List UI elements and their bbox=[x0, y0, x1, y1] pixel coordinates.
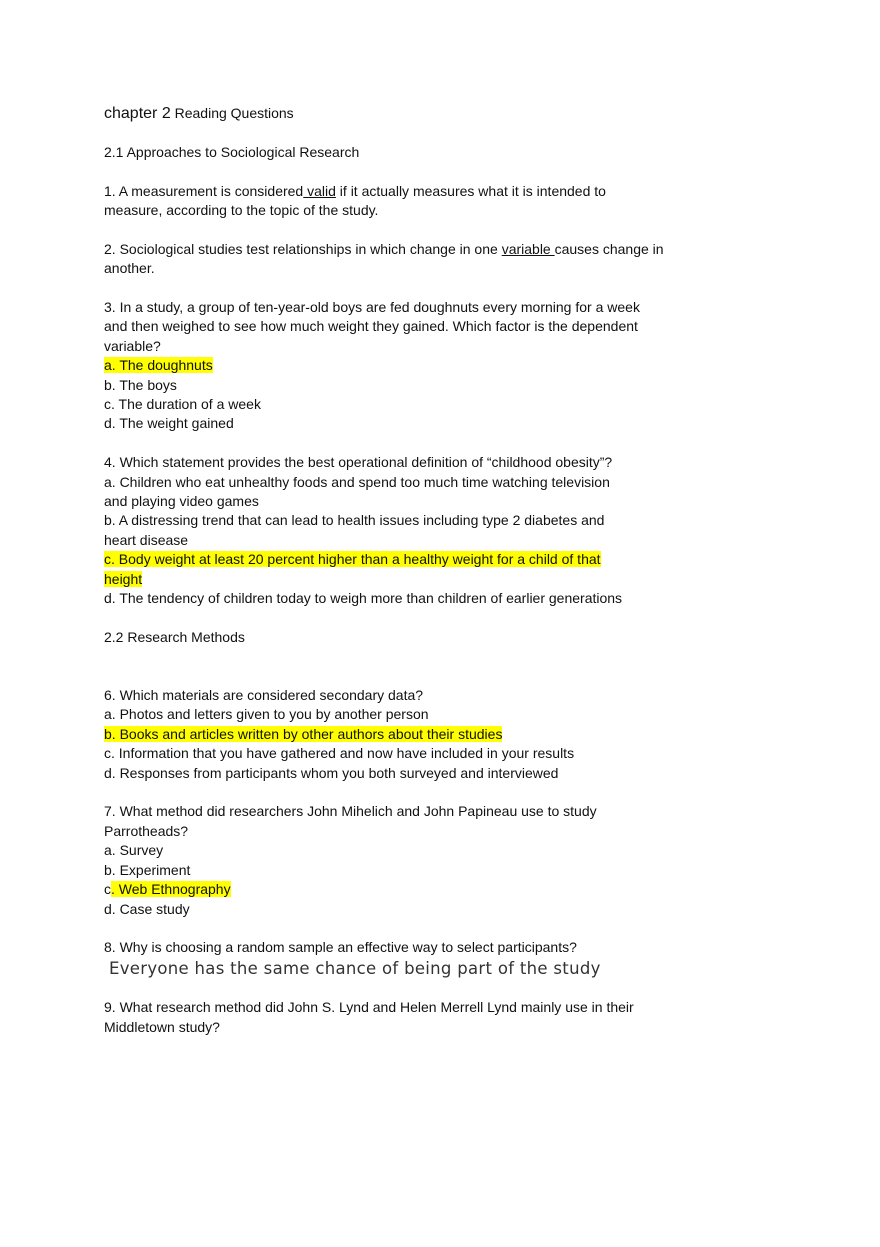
question-3-option-d: d. The weight gained bbox=[104, 415, 234, 432]
question-3-line3: variable? bbox=[104, 337, 161, 354]
question-2: 2. Sociological studies test relationships in which change in one variable causes change in bbox=[104, 240, 664, 257]
question-3-option-b: b. The boys bbox=[104, 376, 177, 393]
question-4-option-c: c. Body weight at least 20 percent higher than a healthy weight for a child of that bbox=[104, 551, 601, 568]
question-7-option-c: c. Web Ethnography bbox=[104, 881, 231, 898]
question-4-option-b: b. A distressing trend that can lead to health issues including type 2 diabetes and bbox=[104, 512, 605, 529]
question-4-option-a-line2: and playing video games bbox=[104, 493, 259, 510]
document-page bbox=[104, 104, 704, 1037]
question-7-option-a: a. Survey bbox=[104, 842, 164, 859]
question-8: 8. Why is choosing a random sample an effective way to select participants? bbox=[104, 939, 577, 956]
answer-valid: valid bbox=[303, 182, 336, 199]
question-7: 7. What method did researchers John Mihelich and John Papineau use to study bbox=[104, 803, 597, 820]
question-6-option-d: d. Responses from participants whom you both surveyed and interviewed bbox=[104, 764, 559, 781]
question-4-option-c-line2: height bbox=[104, 570, 143, 587]
title-rest: Reading Questions bbox=[170, 105, 294, 121]
question-6-option-a: a. Photos and letters given to you by another person bbox=[104, 706, 429, 723]
question-7-option-b: b. Experiment bbox=[104, 861, 191, 878]
question-6-option-c: c. Information that you have gathered and now have included in your results bbox=[104, 745, 575, 762]
title-chapter: chapter 2 bbox=[104, 105, 171, 122]
question-3-option-c: c. The duration of a week bbox=[104, 396, 261, 413]
section-heading-1: 2.1 Approaches to Sociological Research bbox=[104, 143, 360, 160]
question-8-answer: Everyone has the same chance of being part of the study bbox=[109, 958, 601, 978]
question-3-option-a: a. The doughnuts bbox=[104, 357, 213, 374]
question-3-line2: and then weighed to see how much weight they gained. Which factor is the dependent bbox=[104, 318, 638, 335]
document-title bbox=[104, 104, 704, 123]
question-9-line2: Middletown study? bbox=[104, 1018, 220, 1035]
question-4-option-d: d. The tendency of children today to weigh more than children of earlier generations bbox=[104, 590, 623, 607]
answer-web-ethnography: . Web Ethnography bbox=[111, 881, 231, 898]
question-7-line2: Parrotheads? bbox=[104, 822, 189, 839]
question-4-option-a: a. Children who eat unhealthy foods and spend too much time watching television bbox=[104, 473, 610, 490]
question-4: 4. Which statement provides the best operational definition of “childhood obesity”? bbox=[104, 454, 613, 471]
question-4-option-b-line2: heart disease bbox=[104, 531, 189, 548]
question-6: 6. Which materials are considered secondary data? bbox=[104, 687, 424, 704]
section-heading-2: 2.2 Research Methods bbox=[104, 628, 245, 645]
question-3: 3. In a study, a group of ten-year-old boys are fed doughnuts every morning for a week bbox=[104, 299, 640, 315]
question-1: 1. A measurement is considered valid if it actually measures what it is intended to bbox=[104, 182, 606, 199]
question-9: 9. What research method did John S. Lynd and Helen Merrell Lynd mainly use in their bbox=[104, 999, 634, 1016]
question-1-line2: measure, according to the topic of the study. bbox=[104, 202, 379, 218]
answer-variable: variable bbox=[501, 240, 555, 257]
question-7-option-d: d. Case study bbox=[104, 900, 190, 917]
question-2-line2: another. bbox=[104, 260, 155, 277]
question-6-option-b: b. Books and articles written by other authors about their studies bbox=[104, 725, 503, 742]
